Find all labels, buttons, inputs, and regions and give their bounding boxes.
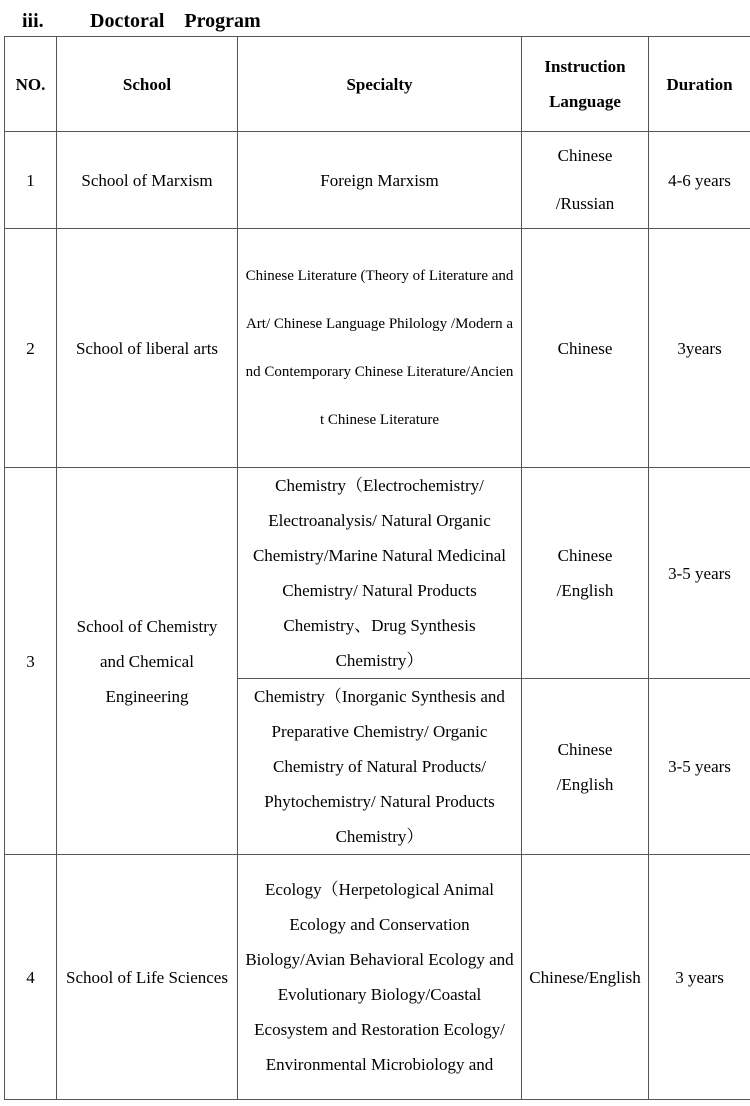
header-language-line1: Instruction [544,57,626,76]
cell-specialty: Foreign Marxism [238,132,522,229]
table-row [5,468,750,679]
header-no: NO. [5,37,57,132]
section-number: iii. [22,10,44,32]
cell-language: Chinese/English [522,855,649,1100]
cell-school: School of Life Sciences [57,855,238,1100]
cell-duration: 3-5 years [649,679,750,855]
cell-specialty: Chinese Literature (Theory of Literature and Art/ Chinese Language Philology /Modern and Contemporary Chinese Literature/Ancient Chinese Literature [238,229,522,468]
header-school: School [57,37,238,132]
cell-school: School of Marxism [57,132,238,229]
cell-language: Chinese [522,229,649,468]
header-language-line2: Language [549,92,621,111]
cell-no: 3 [5,468,57,855]
cell-duration: 4-6 years [649,132,750,229]
cell-no: 2 [5,229,57,468]
header-instruction-language [522,37,649,132]
header-duration: Duration [649,37,750,132]
cell-language: Chinese /English [522,679,649,855]
heading-word-program: Program [184,10,261,32]
doctoral-program-table [4,36,750,1100]
cell-school: School of Chemistry and Chemical Engineering [57,468,238,855]
cell-specialty: Chemistry（Electrochemistry/ Electroanalysis/ Natural Organic Chemistry/Marine Natural Medicinal Chemistry/ Natural Products Chemistry、Drug Synthesis Chemistry） [238,468,522,679]
cell-language: Chinese /English [522,468,649,679]
cell-specialty: Chemistry（Inorganic Synthesis and Preparative Chemistry/ Organic Chemistry of Natural Products/ Phytochemistry/ Natural Products Chemistry） [238,679,522,855]
table-row [5,855,750,1100]
cell-duration: 3-5 years [649,468,750,679]
cell-no: 1 [5,132,57,229]
cell-specialty: Ecology（Herpetological Animal Ecology and Conservation Biology/Avian Behavioral Ecology and Evolutionary Biology/Coastal Ecosystem and Restoration Ecology/ Environmental Microbiology and [238,855,522,1100]
cell-language: Chinese /Russian [522,132,649,229]
cell-duration: 3years [649,229,750,468]
heading-word-doctoral: Doctoral [90,10,165,32]
cell-no: 4 [5,855,57,1100]
cell-duration: 3 years [649,855,750,1100]
table-row [5,229,750,468]
section-heading [22,6,261,36]
cell-school: School of liberal arts [57,229,238,468]
header-specialty: Specialty [238,37,522,132]
table-row [5,132,750,229]
table-header-row [5,37,750,132]
